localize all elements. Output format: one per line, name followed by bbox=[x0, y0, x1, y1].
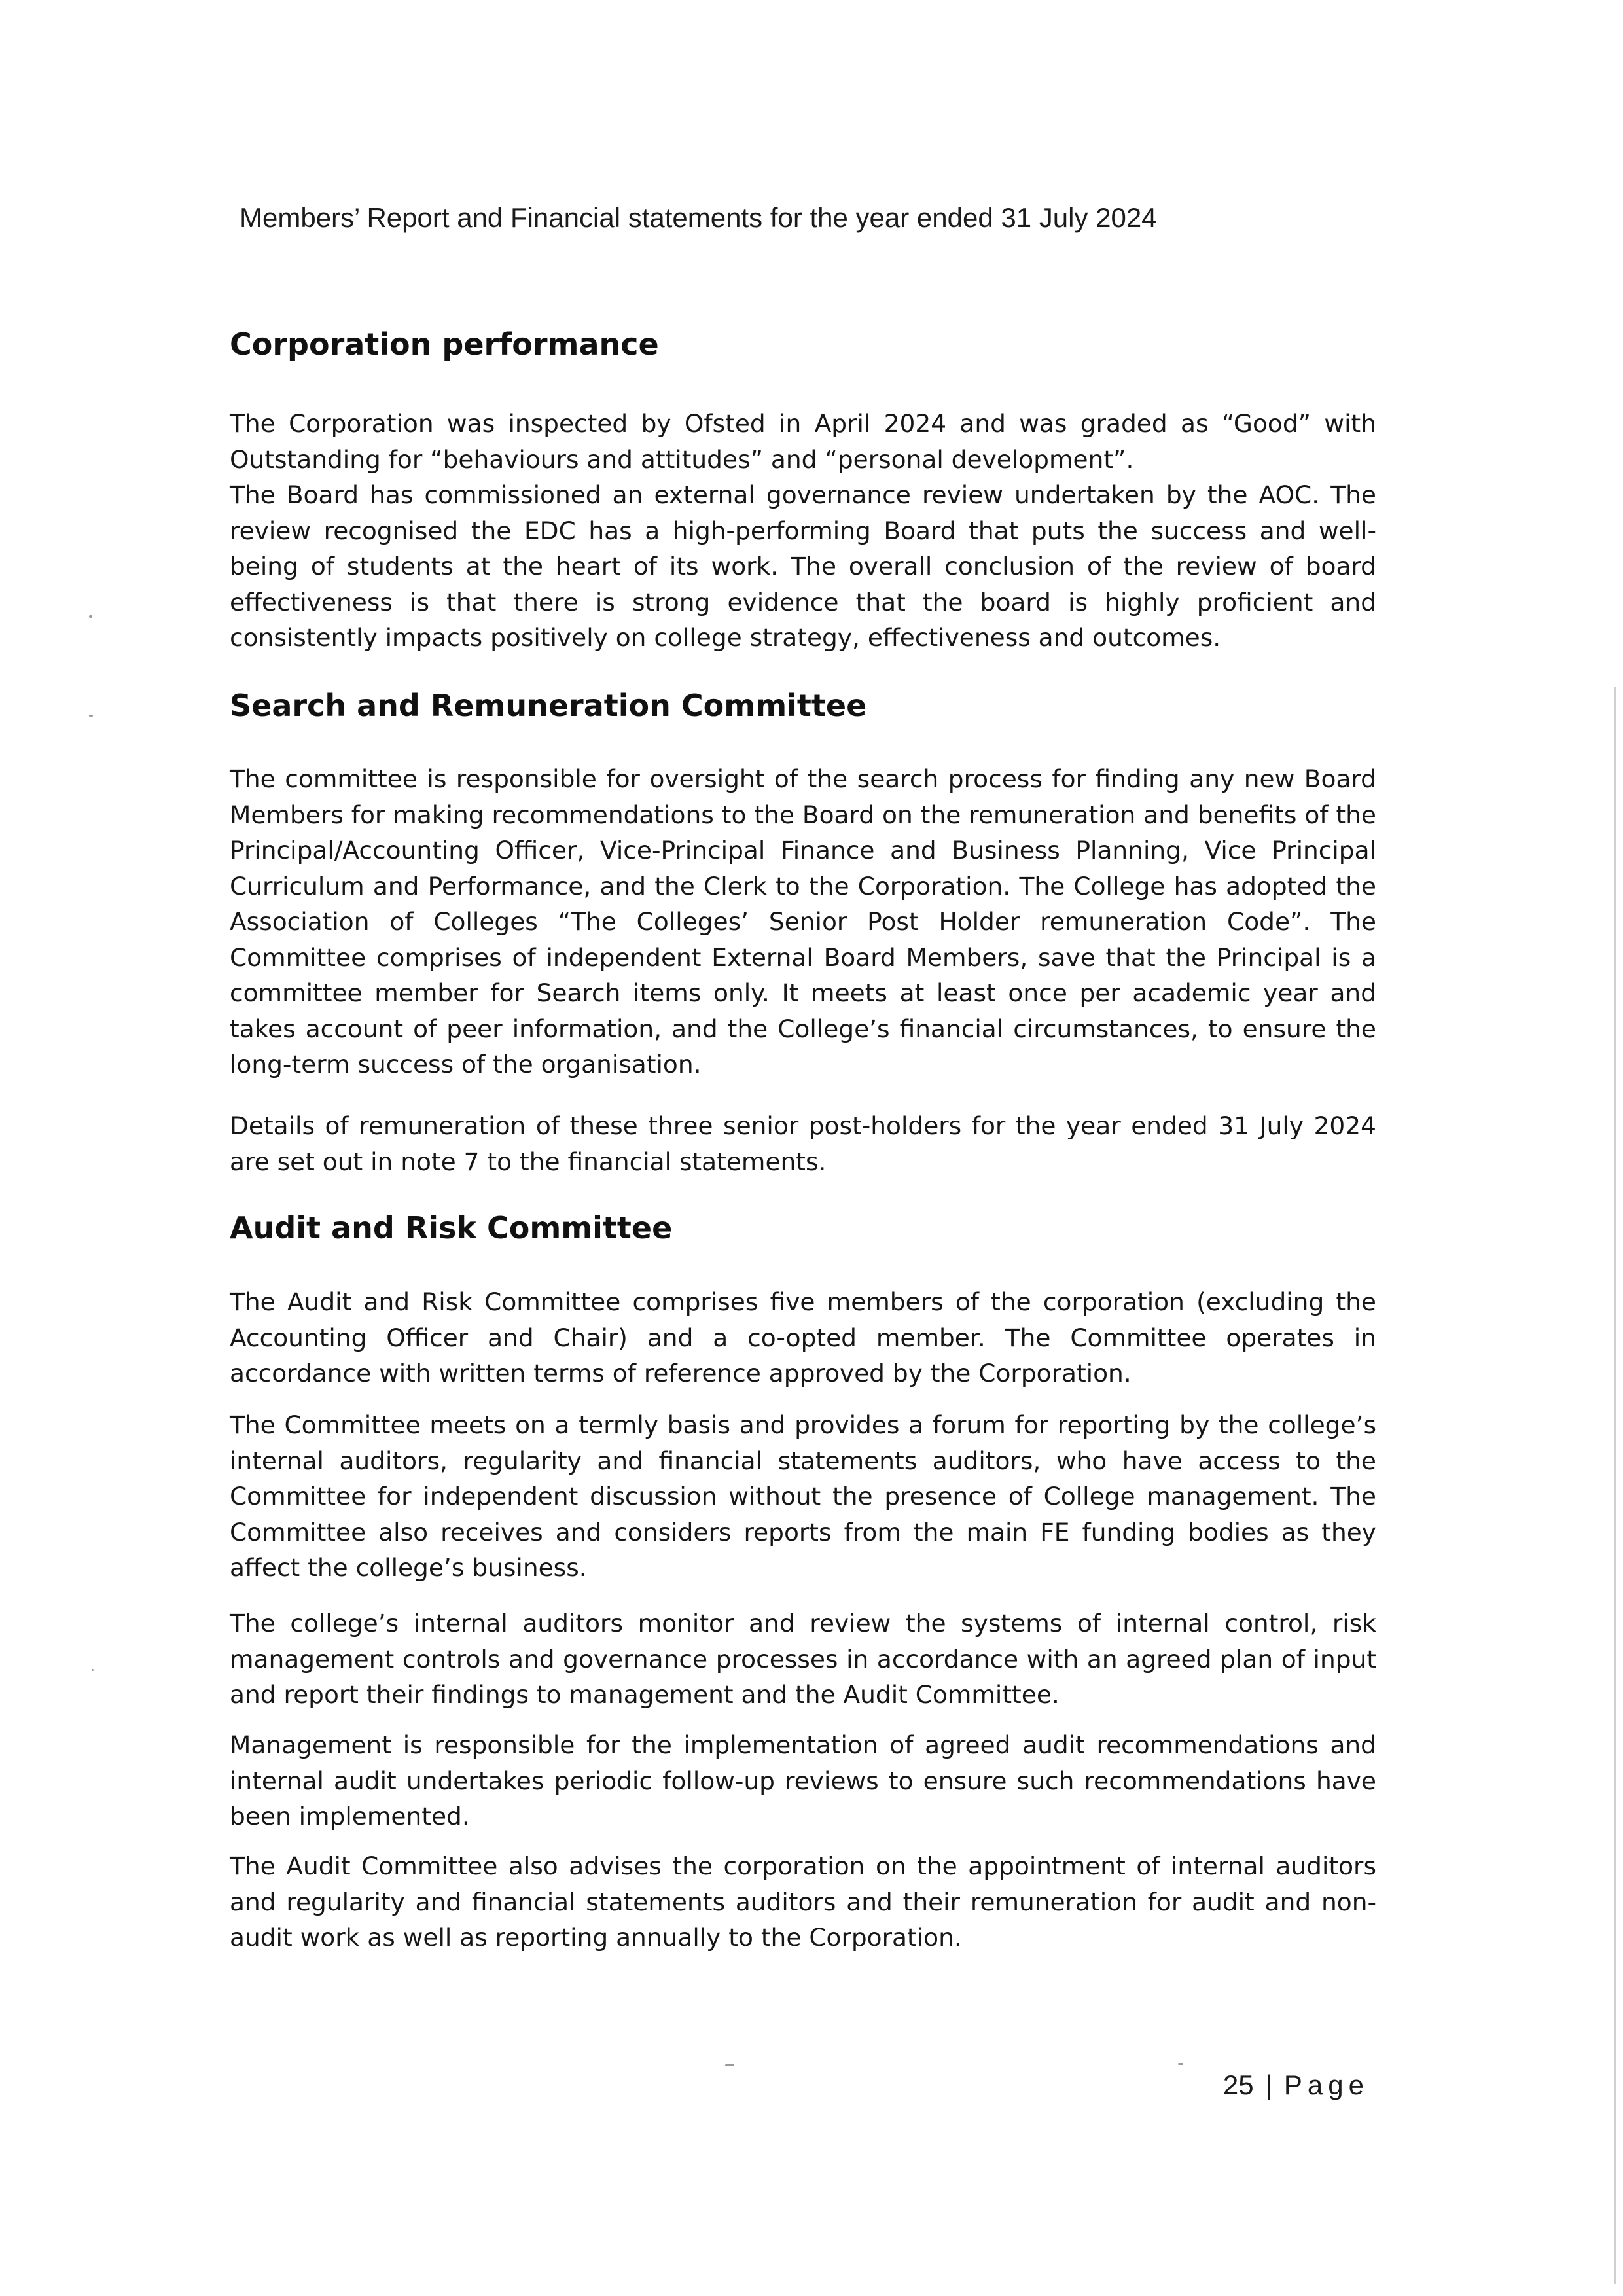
section-heading-audit-risk: Audit and Risk Committee bbox=[230, 1210, 673, 1246]
paragraph-committee-responsibilities: The committee is responsible for oversight of the search process for finding any new Board Members for making recommendations to the Board on the remuneration and benefits of the Principal/Accounting Officer, Vice-Principal Finance and Business Planning, Vice Principal Curriculum and Performance, and the Clerk to the Corporation. The College has adopted the Association of Colleges “The Colleges’ Senior Post Holder remuneration Code”. The Committee comprises of independent External Board Members, save that the Principal is a committee member for Search items only. It meets at least once per academic year and takes account of peer information, and the College’s financial circumstances, to ensure the long-term success of the organisation. bbox=[230, 764, 1376, 1079]
scan-speck bbox=[725, 2064, 734, 2066]
scan-speck bbox=[89, 715, 93, 717]
paragraph-committee-composition: The Audit and Risk Committee comprises five members of the corporation (excluding the Accounting Officer and Chair) and a co-opted member. The Committee operates in accordance with written terms of reference approved by the Corporation. bbox=[230, 1287, 1376, 1388]
scan-speck bbox=[89, 615, 92, 618]
section-heading-corporation-performance: Corporation performance bbox=[230, 327, 659, 362]
page-footer bbox=[1047, 2067, 1369, 2104]
running-header: Members’ Report and Financial statements for the year ended 31 July 2024 bbox=[240, 202, 1157, 233]
paragraph-internal-auditors: The college’s internal auditors monitor and review the systems of internal control, risk management controls and governance processes in accordance with an agreed plan of input and report their findings to management and the Audit Committee. bbox=[230, 1609, 1376, 1709]
section-heading-search-remuneration: Search and Remuneration Committee bbox=[230, 688, 867, 723]
scan-edge-line bbox=[1614, 687, 1616, 2284]
paragraph-governance-review: The Board has commissioned an external governance review undertaken by the AOC. The review recognised the EDC has a high-performing Board that puts the success and well-being of students at the heart of its work. The overall conclusion of the review of board effectiveness is that there is strong evidence that the board is highly proficient and consistently impacts positively on college strategy, effectiveness and outcomes. bbox=[230, 480, 1376, 652]
page-number: 25 bbox=[1222, 2070, 1254, 2100]
scan-speck bbox=[1178, 2063, 1183, 2065]
paragraph-audit-committee-advice: The Audit Committee also advises the corporation on the appointment of internal auditors and regularity and financial statements auditors and their remuneration for audit and non-audit work as well as reporting annually to the Corporation. bbox=[230, 1852, 1376, 1952]
paragraph-management-responsibility: Management is responsible for the implementation of agreed audit recommendations and internal audit undertakes periodic follow-up reviews to ensure such recommendations have been implemented. bbox=[230, 1731, 1376, 1831]
page-separator: | bbox=[1265, 2070, 1273, 2100]
page-label: Page bbox=[1283, 2070, 1369, 2100]
paragraph-remuneration-details: Details of remuneration of these three senior post-holders for the year ended 31 July 2024 are set out in note 7 to the financial statements. bbox=[230, 1111, 1376, 1176]
scan-speck bbox=[92, 1669, 94, 1671]
paragraph-termly-meetings: The Committee meets on a termly basis and provides a forum for reporting by the college’s internal auditors, regularity and financial statements auditors, who have access to the Committee for independent discussion without the presence of College management. The Committee also receives and considers reports from the main FE funding bodies as they affect the college’s business. bbox=[230, 1410, 1376, 1582]
paragraph-ofsted-inspection: The Corporation was inspected by Ofsted in April 2024 and was graded as “Good” with Outstanding for “behaviours and attitudes” and “personal development”. bbox=[230, 409, 1376, 474]
